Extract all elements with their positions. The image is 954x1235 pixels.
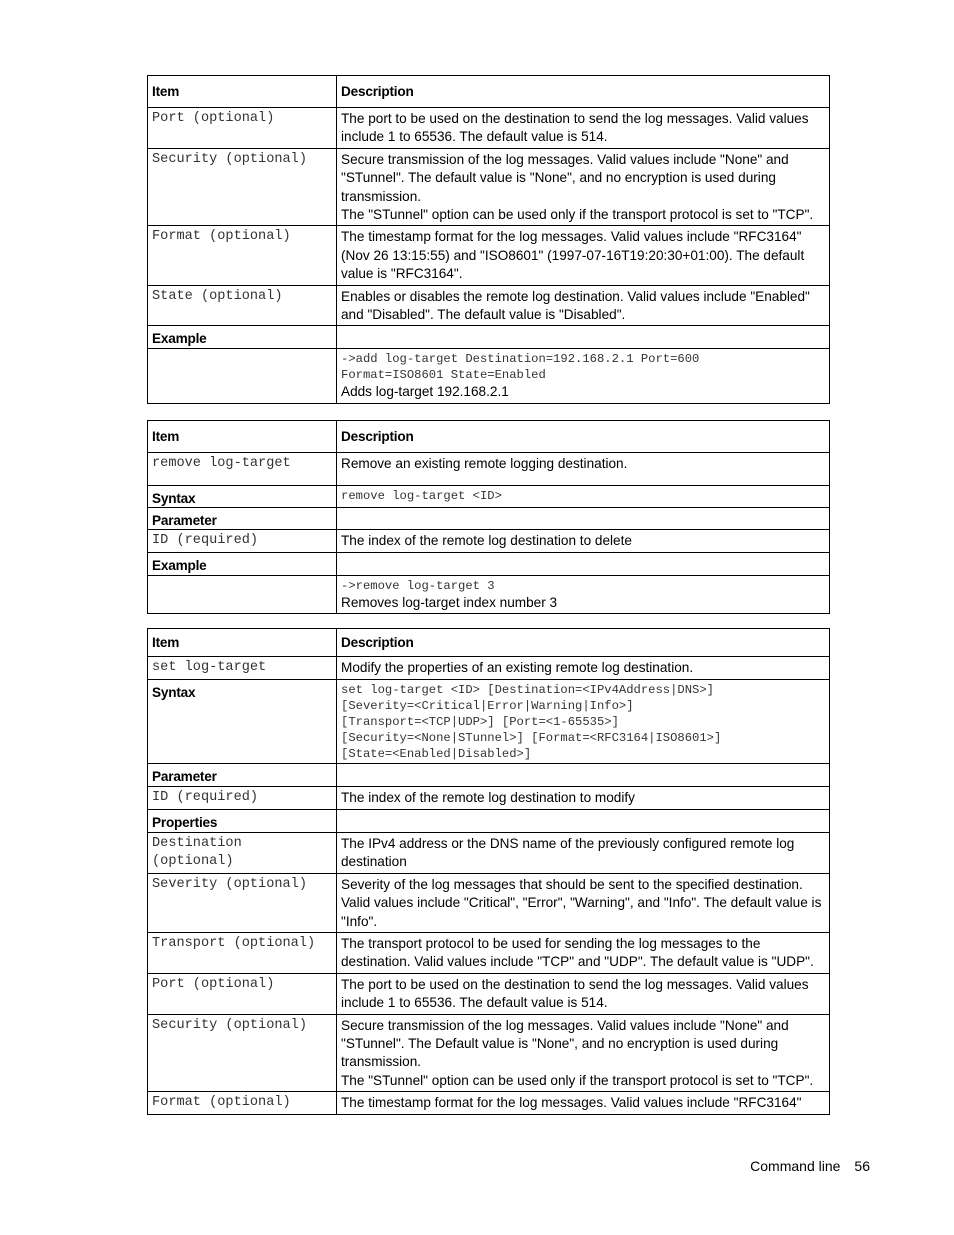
command-cell: remove log-target: [148, 453, 337, 486]
item-cell: Destination (optional): [148, 833, 337, 874]
table-row: [148, 973, 830, 1014]
footer-section: Command line: [750, 1158, 841, 1174]
table-row: [148, 873, 830, 932]
description-header: Description: [337, 629, 830, 657]
description-header: Description: [337, 76, 830, 108]
example-cell: [337, 349, 830, 403]
parameter-label: Parameter: [148, 764, 337, 787]
log-target-set-table: [147, 628, 830, 1115]
item-cell: Security (optional): [148, 1014, 337, 1092]
item-cell: Transport (optional): [148, 933, 337, 974]
item-header: Item: [148, 421, 337, 453]
description-cell: The port to be used on the destination to send the log messages. Valid values include 1 to 65536. The default value is 514.: [337, 973, 830, 1014]
item-cell: Format (optional): [148, 226, 337, 285]
page-number: 56: [854, 1158, 870, 1174]
log-target-remove-table: [147, 420, 830, 614]
description-cell: The transport protocol to be used for sending the log messages to the destination. Valid values include "TCP" and "UDP". The default value is "UDP".: [337, 933, 830, 974]
example-label: Example: [148, 326, 337, 349]
item-cell: Port (optional): [148, 108, 337, 149]
item-cell: Port (optional): [148, 973, 337, 1014]
table-row: [148, 148, 830, 226]
command-desc: Remove an existing remote logging destination.: [337, 453, 830, 486]
table-row: [148, 1014, 830, 1092]
description-cell: Secure transmission of the log messages. Valid values include "None" and "STunnel". The default value is "None", and no encryption is used during transmission. The "STunnel" option can be used only if the transport protocol is set to "TCP".: [337, 148, 830, 226]
param-desc: The index of the remote log destination to delete: [337, 530, 830, 553]
syntax-label: Syntax: [148, 486, 337, 508]
command-desc: Modify the properties of an existing remote log destination.: [337, 657, 830, 680]
table-row: [148, 226, 830, 285]
command-cell: set log-target: [148, 657, 337, 680]
item-cell: Security (optional): [148, 148, 337, 226]
description-cell: The IPv4 address or the DNS name of the previously configured remote log destination: [337, 833, 830, 874]
properties-label: Properties: [148, 810, 337, 833]
item-cell: Format (optional): [148, 1092, 337, 1114]
syntax-code: set log-target <ID> [Destination=<IPv4Address|DNS>] [Severity=<Critical|Error|Warning|Info>] [Transport=<TCP|UDP>] [Port=<1-65535>] [Security=<None|STunnel>] [Format=<RFC3164|ISO8601>] [State=<Enabled|Disabled>]: [341, 683, 722, 761]
parameter-label: Parameter: [148, 508, 337, 530]
example-code: ->add log-target Destination=192.168.2.1 Port=600 Format=ISO8601 State=Enabled: [341, 352, 700, 383]
param-desc: The index of the remote log destination to modify: [337, 787, 830, 810]
example-cell: [337, 576, 830, 614]
description-cell: The timestamp format for the log messages. Valid values include "RFC3164" (Nov 26 13:15:55) and "ISO8601" (1997-07-16T19:20:30+01:00). The default value is "RFC3164".: [337, 226, 830, 285]
description-cell: Secure transmission of the log messages. Valid values include "None" and "STunnel". The Default value is "None", and no encryption is used during transmission. The "STunnel" option can be used only if the transport protocol is set to "TCP".: [337, 1014, 830, 1092]
item-header: Item: [148, 629, 337, 657]
example-text: Removes log-target index number 3: [341, 595, 558, 610]
param-item: ID (required): [148, 787, 337, 810]
table-row: [148, 833, 830, 874]
item-header: Item: [148, 76, 337, 108]
description-cell: The timestamp format for the log messages. Valid values include "RFC3164": [337, 1092, 830, 1114]
param-item: ID (required): [148, 530, 337, 553]
table-row: [148, 1092, 830, 1114]
page-footer: [736, 1158, 870, 1174]
table-row: [148, 933, 830, 974]
table-row: [148, 285, 830, 326]
description-header: Description: [337, 421, 830, 453]
description-cell: The port to be used on the destination to send the log messages. Valid values include 1 to 65536. The default value is 514.: [337, 108, 830, 149]
description-cell: Severity of the log messages that should be sent to the specified destination. Valid values include "Critical", "Error", "Warning", and "Info". The default value is "Info".: [337, 873, 830, 932]
syntax-label: Syntax: [148, 680, 337, 764]
example-code: ->remove log-target 3: [341, 579, 495, 593]
item-cell: State (optional): [148, 285, 337, 326]
example-label: Example: [148, 553, 337, 576]
item-cell: Severity (optional): [148, 873, 337, 932]
description-cell: Enables or disables the remote log destination. Valid values include "Enabled" and "Disabled". The default value is "Disabled".: [337, 285, 830, 326]
log-target-add-table: [147, 75, 830, 404]
example-text: Adds log-target 192.168.2.1: [341, 384, 509, 400]
table-row: [148, 108, 830, 149]
syntax-code: remove log-target <ID>: [341, 489, 502, 503]
